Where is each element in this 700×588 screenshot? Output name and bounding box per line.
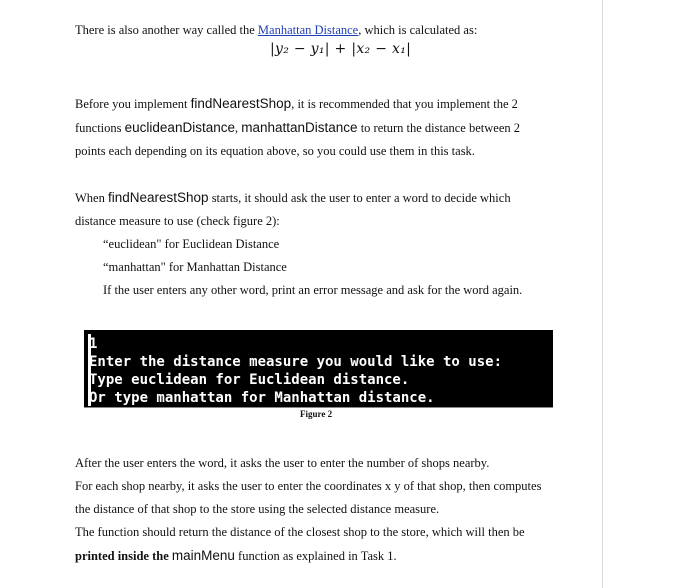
fn-findnearestshop: findNearestShop — [107, 190, 209, 205]
text: Before you implement — [75, 97, 191, 111]
text: , — [234, 121, 242, 135]
figure-caption: Figure 2 — [300, 409, 333, 419]
intro-line — [75, 19, 477, 42]
para3-line4: The function should return the distance of the closest shop to the store, which will then be — [75, 525, 525, 539]
para2-line2: distance measure to use (check figure 2): — [75, 214, 280, 228]
fn-manhattandistance: manhattanDistance — [241, 120, 358, 135]
para2-line1 — [75, 186, 595, 210]
para1-line2 — [75, 116, 595, 140]
console-line: Type euclidean for Euclidean distance. — [89, 372, 410, 388]
text: to return the distance between 2 — [357, 121, 521, 135]
text: functions — [75, 121, 125, 135]
intro-text-end: , which is calculated as: — [358, 23, 478, 37]
fn-findnearestshop: findNearestShop — [190, 96, 292, 111]
error-instruction: If the user enters any other word, print an error message and ask for the word again. — [103, 283, 523, 297]
paragraph-when-starts — [75, 186, 595, 302]
fn-mainmenu: mainMenu — [171, 548, 235, 563]
option-euclidean: “euclidean" for Euclidean Distance — [103, 237, 280, 251]
option-manhattan: “manhattan" for Manhattan Distance — [103, 260, 287, 274]
manhattan-distance-link[interactable]: Manhattan Distance — [257, 23, 359, 37]
para3-line1: After the user enters the word, it asks the user to enter the number of shops nearby. — [75, 456, 490, 470]
text: starts, it should ask the user to enter a word to decide which — [208, 191, 511, 205]
manhattan-formula: |y₂ − y₁| + |x₂ − x₁| — [270, 41, 412, 57]
para1-line1 — [75, 92, 595, 116]
page-edge — [602, 0, 603, 588]
text: printed inside the — [75, 549, 172, 563]
para3-line2: For each shop nearby, it asks the user to enter the coordinates x y of that shop, then computes — [75, 479, 542, 493]
paragraph-implement — [75, 92, 595, 163]
fn-euclideandistance: euclideanDistance — [124, 120, 235, 135]
console-screenshot — [84, 330, 553, 408]
paragraph-after-word — [75, 452, 595, 568]
console-line: Enter the distance measure you would like to use: — [89, 354, 503, 370]
console-output — [89, 335, 502, 407]
intro-text: There is also another way called the — [75, 23, 258, 37]
console-line: Or type manhattan for Manhattan distance. — [89, 390, 435, 406]
console-line: 1 — [89, 336, 98, 352]
text: When — [75, 191, 108, 205]
para1-line3: points each depending on its equation above, so you could use them in this task. — [75, 144, 475, 158]
para3-line3: the distance of that shop to the store using the selected distance measure. — [75, 502, 440, 516]
text: , it is recommended that you implement the 2 — [291, 97, 518, 111]
text: function as explained in Task 1. — [234, 549, 397, 563]
para3-line5 — [75, 544, 595, 568]
